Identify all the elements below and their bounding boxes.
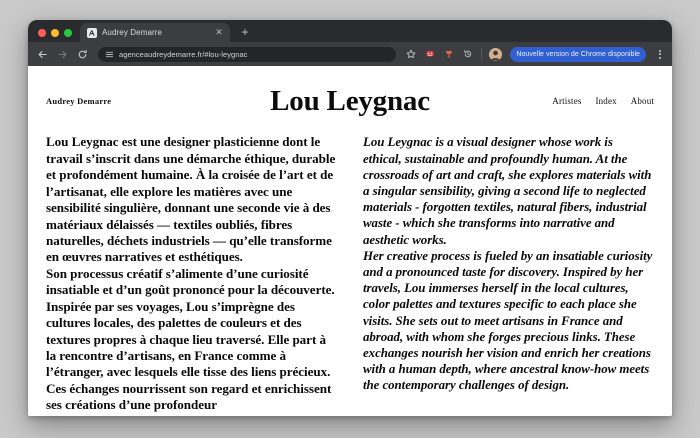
nav-item-about[interactable]: About: [630, 96, 654, 107]
history-sync-icon[interactable]: [461, 48, 474, 61]
chrome-update-button[interactable]: [510, 47, 646, 62]
bio-fr-paragraph-2: Son processus créatif s’alimente d’une curiosité insatiable et d’un goût prononcé pour la découverte. Inspirée par ses voyages, Lou s’imprègne des cultures locales, des palettes de couleurs et des textures propres à chaque lieu traversé. Elle part à la rencontre d’artisans, en France comme à l’étranger, avec lesquels elle tisse des liens précieux. Ces échanges nourrissent son regard et enrichissent ses créations d’une profondeur: [46, 265, 335, 413]
page-title: Lou Leygnac: [270, 85, 430, 117]
window-controls: [36, 29, 80, 42]
bio-column-french: [46, 134, 337, 413]
browser-tab[interactable]: [80, 23, 230, 42]
page-info-icon[interactable]: [105, 50, 114, 59]
browser-window: [28, 20, 672, 416]
extension-red-icon[interactable]: [423, 48, 436, 61]
bio-column-english: [363, 134, 654, 413]
bio-en-paragraph-2: Her creative process is fueled by an insatiable curiosity and a pronounced taste for discovery. Inspired by her travels, Lou immerses herself in the local cultures, color palettes and textures specific to each place she visits. She sets out to meet artisans in France and abroad, with whom she forges precious links. These exchanges nourish her vision and enrich her creations with a human depth, where ancestral know-how meets the contemporary challenges of design.: [363, 248, 653, 393]
avatar[interactable]: [489, 48, 502, 61]
bio-columns: [46, 134, 654, 413]
site-nav: [504, 96, 654, 106]
bio-en-paragraph-1: Lou Leygnac is a visual designer whose work is ethical, sustainable and profoundly human. At the crossroads of art and craft, she explores materials with a singular sensibility, giving a second life to neglected materials - forgotten textiles, natural fibers, industrial waste - which she transforms into narrative and aesthetic works.: [363, 135, 652, 247]
chrome-update-label: Nouvelle version de Chrome disponible: [516, 50, 640, 58]
toolbar-icon-group: [404, 47, 665, 62]
bookmark-star-icon[interactable]: [404, 48, 417, 61]
minimize-window-button[interactable]: [51, 29, 59, 37]
nav-item-index[interactable]: Index: [595, 96, 617, 107]
browser-toolbar: [28, 42, 672, 66]
close-window-button[interactable]: [38, 29, 46, 37]
toolbar-divider: [481, 48, 482, 60]
extension-orange-icon[interactable]: [442, 48, 455, 61]
page-content: [28, 66, 672, 416]
new-tab-button[interactable]: +: [241, 25, 249, 39]
nav-item-artistes[interactable]: Artistes: [552, 96, 582, 107]
back-icon[interactable]: [35, 47, 50, 62]
tab-strip: [28, 20, 672, 42]
zoom-window-button[interactable]: [64, 29, 72, 37]
reload-icon[interactable]: [75, 47, 90, 62]
site-header: [46, 66, 654, 124]
site-brand[interactable]: Audrey Demarre: [46, 96, 112, 107]
tab-title: Audrey Demarre: [102, 28, 163, 37]
address-bar[interactable]: [98, 47, 396, 62]
bio-fr-paragraph-1: Lou Leygnac est une designer plasticienne dont le travail s’inscrit dans une démarche éthique, durable et profondément humaine. À la croisée de l’art et de l’artisanat, elle explore les matières avec une sensibilité singulière, donnant une seconde vie à des matériaux délaissés — textiles oubliés, fibres naturelles, déchets industriels — qu’elle transforme en œuvres narratives et esthétiques.: [46, 134, 336, 265]
chrome-menu-icon[interactable]: [654, 50, 665, 59]
close-tab-icon[interactable]: ✕: [215, 27, 223, 37]
url-text: agenceaudreydemarre.fr/#lou-leygnac: [119, 49, 248, 59]
site-favicon-icon: [86, 27, 97, 38]
forward-icon[interactable]: [55, 47, 70, 62]
